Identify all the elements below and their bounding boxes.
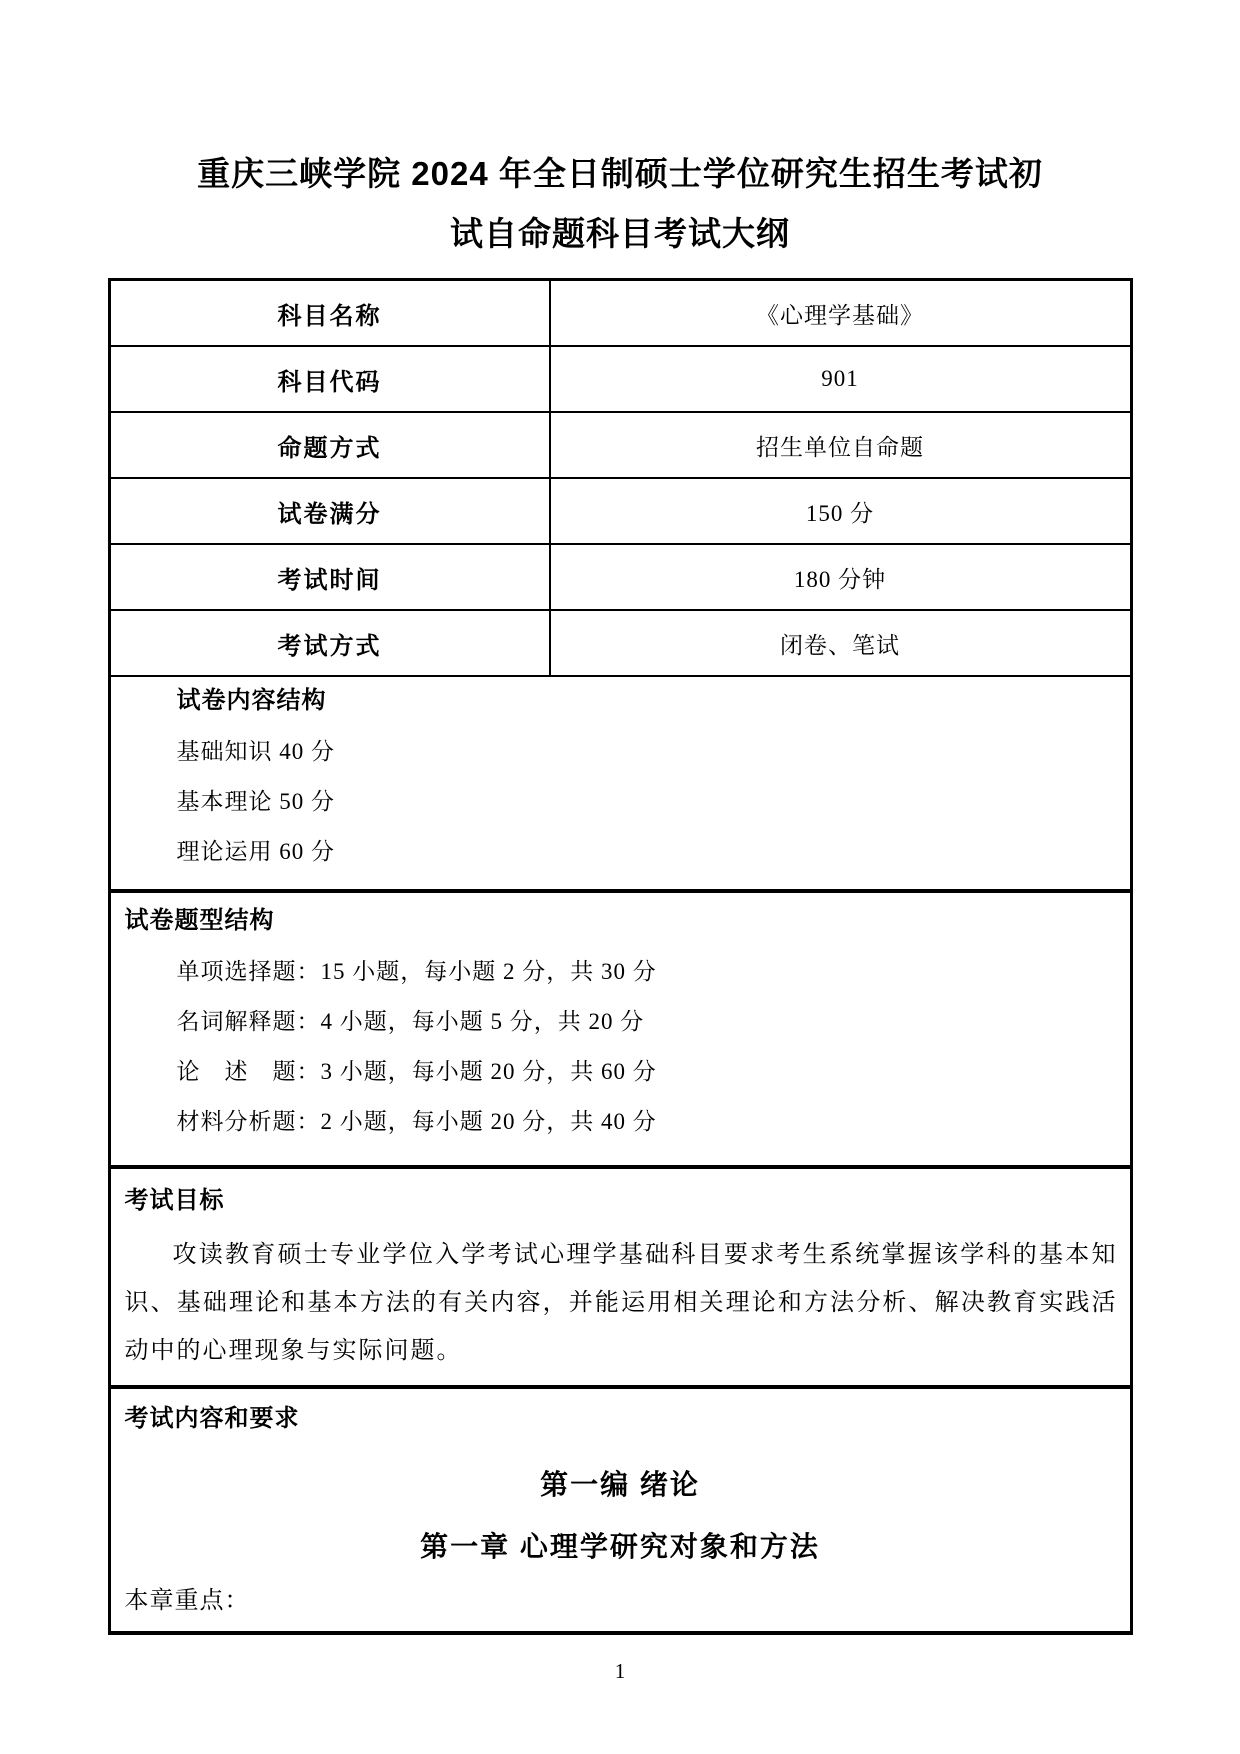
row-value-subject-code: 901 xyxy=(821,366,859,391)
row-label-subject-code: 科目代码 xyxy=(111,347,551,411)
content-structure-item-basic-theory: 基本理论 50 分 xyxy=(176,789,335,814)
exam-objectives-paragraph: 攻读教育硕士专业学位入学考试心理学基础科目要求考生系统掌握该学科的基本知识、基础理论和基本方法的有关内容，并能运用相关理论和方法分析、解决教育实践活动中的心理现象与实际问题。 xyxy=(124,1242,1118,1364)
section-paper-content-structure xyxy=(111,677,1130,889)
exam-content-requirements-heading: 考试内容和要求 xyxy=(124,1405,300,1432)
table-row-subject-name xyxy=(111,281,1130,347)
page-number: 1 xyxy=(614,1659,626,1683)
row-value-exam-duration: 180 分钟 xyxy=(793,566,887,592)
document-title-line1: 重庆三峡学院 2024 年全日制硕士学位研究生招生考试初 xyxy=(197,155,1043,192)
row-label-full-score: 试卷满分 xyxy=(111,479,551,543)
row-value-exam-format: 闭卷、笔试 xyxy=(780,632,900,658)
document-title xyxy=(70,144,1170,264)
row-value-subject-name: 《心理学基础》 xyxy=(756,302,924,328)
section-paper-question-structure xyxy=(111,889,1130,1165)
exam-objectives-heading: 考试目标 xyxy=(124,1187,225,1214)
paper-question-structure-heading: 试卷题型结构 xyxy=(124,907,275,934)
table-row-subject-code xyxy=(111,347,1130,413)
question-type-material-analysis: 材料分析题：2 小题，每小题 20 分，共 40 分 xyxy=(176,1109,657,1134)
row-value-full-score: 150 分 xyxy=(805,500,875,526)
table-row-exam-format xyxy=(111,611,1130,677)
document-title-line2: 试自命题科目考试大纲 xyxy=(450,215,790,252)
exam-outline-table xyxy=(108,278,1133,1635)
table-row-exam-duration xyxy=(111,545,1130,611)
table-row-proposition-method xyxy=(111,413,1130,479)
question-type-multiple-choice: 单项选择题：15 小题，每小题 2 分，共 30 分 xyxy=(176,959,657,984)
chapter-one-title: 第一章 心理学研究对象和方法 xyxy=(420,1531,820,1562)
section-exam-content-requirements xyxy=(111,1385,1130,1631)
content-structure-item-basic-knowledge: 基础知识 40 分 xyxy=(176,739,335,764)
row-label-proposition-method: 命题方式 xyxy=(111,413,551,477)
section-exam-objectives xyxy=(111,1165,1130,1385)
question-type-term-explanation: 名词解释题：4 小题，每小题 5 分，共 20 分 xyxy=(176,1009,645,1034)
row-label-subject-name: 科目名称 xyxy=(111,281,551,345)
row-value-proposition-method: 招生单位自命题 xyxy=(756,434,924,460)
row-label-exam-format: 考试方式 xyxy=(111,611,551,675)
paper-content-structure-heading: 试卷内容结构 xyxy=(176,687,327,714)
content-structure-item-theory-application: 理论运用 60 分 xyxy=(176,839,335,864)
row-label-exam-duration: 考试时间 xyxy=(111,545,551,609)
table-row-full-score xyxy=(111,479,1130,545)
chapter-focus-label: 本章重点： xyxy=(124,1588,250,1614)
part-one-title: 第一编 绪论 xyxy=(540,1469,700,1500)
question-type-essay: 论 述 题：3 小题，每小题 20 分，共 60 分 xyxy=(176,1059,657,1084)
